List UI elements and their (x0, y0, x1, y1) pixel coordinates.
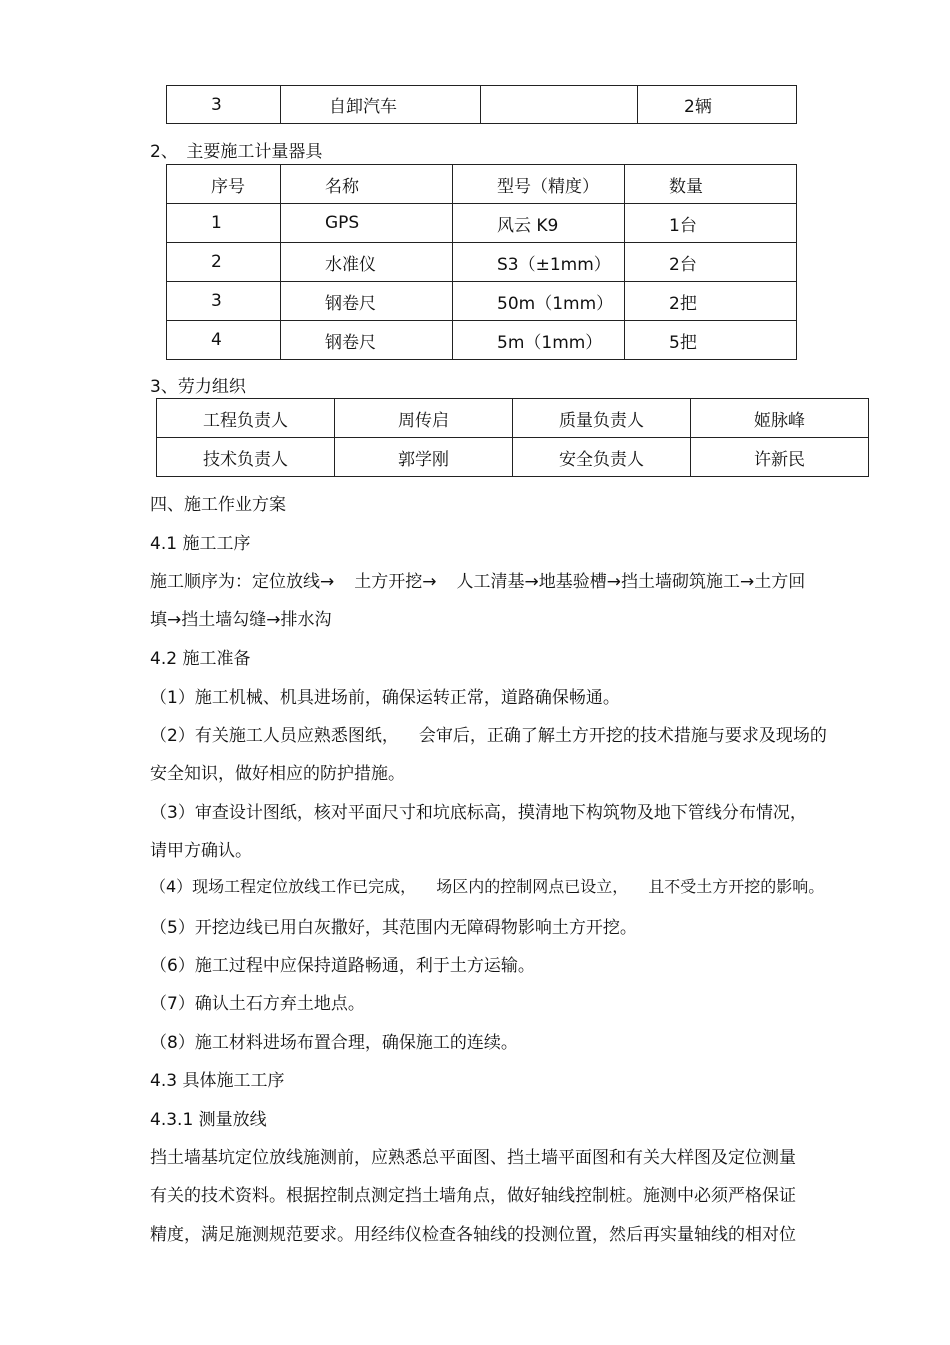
table-cell: 许新民 (691, 438, 869, 477)
paragraph-line (150, 567, 805, 592)
paragraph-line: 有关的技术资料。根据控制点测定挡土墙角点，做好轴线控制桩。施测中必须严格保证 (150, 1186, 796, 1206)
section-4-3-title: 4.3 具体施工工序 (150, 1071, 285, 1091)
paragraph-line: （3）审查设计图纸，核对平面尺寸和坑底标高，摸清地下构筑物及地下管线分布情况， (150, 803, 807, 823)
header-cell: 序号 (167, 165, 281, 204)
paragraph-line: （5）开挖边线已用白灰撒好，其范围内无障碍物影响土方开挖。 (150, 918, 637, 938)
table-cell: 周传启 (335, 399, 513, 438)
section-2-title: 2、 主要施工计量器具 (150, 142, 323, 162)
text-span: 施工顺序为：定位放线→ (150, 572, 335, 592)
table-cell: 安全负责人 (513, 438, 691, 477)
section-3-title: 3、劳力组织 (150, 377, 246, 397)
section-4-3-1-title: 4.3.1 测量放线 (150, 1110, 267, 1130)
paragraph-line: （8）施工材料进场布置合理，确保施工的连续。 (150, 1033, 518, 1053)
text-span: （4）现场工程定位放线工作已完成， (150, 877, 417, 896)
table-cell: 钢卷尺 (281, 282, 453, 321)
table-cell: 5m（1mm） (453, 321, 625, 360)
table-cell: 钢卷尺 (281, 321, 453, 360)
paragraph-line: （6）施工过程中应保持道路畅通，利于土方运输。 (150, 956, 535, 976)
paragraph-line: 请甲方确认。 (150, 841, 252, 861)
text-span: 场区内的控制网点已设立， (436, 877, 629, 896)
paragraph-line (150, 721, 827, 746)
table-row (167, 86, 797, 124)
table-cell: 5把 (625, 321, 797, 360)
table-cell: 2辆 (638, 86, 797, 124)
paragraph-line: 精度，满足施测规范要求。用经纬仪检查各轴线的投测位置，然后再实量轴线的相对位 (150, 1225, 796, 1245)
table-cell: 姬脉峰 (691, 399, 869, 438)
header-cell: 名称 (281, 165, 453, 204)
table-cell: 2把 (625, 282, 797, 321)
table-cell: 1 (167, 204, 281, 243)
paragraph-line: 填→挡土墙勾缝→排水沟 (150, 610, 332, 630)
table-cell: 2 (167, 243, 281, 282)
section-4-title: 四、施工作业方案 (150, 495, 286, 515)
table-row (167, 282, 797, 321)
table-cell: 1台 (625, 204, 797, 243)
table-cell: 工程负责人 (157, 399, 335, 438)
table-cell: 4 (167, 321, 281, 360)
table-cell: 3 (167, 282, 281, 321)
section-4-1-title: 4.1 施工工序 (150, 534, 251, 554)
paragraph-line: （1）施工机械、机具进场前，确保运转正常，道路确保畅通。 (150, 688, 620, 708)
table-cell: 2台 (625, 243, 797, 282)
paragraph-line: 安全知识，做好相应的防护措施。 (150, 764, 405, 784)
table-cell: 自卸汽车 (281, 86, 481, 124)
header-cell: 数量 (625, 165, 797, 204)
paragraph-line: 挡土墙基坑定位放线施测前，应熟悉总平面图、挡土墙平面图和有关大样图及定位测量 (150, 1148, 796, 1168)
table-cell: 质量负责人 (513, 399, 691, 438)
section-4-2-title: 4.2 施工准备 (150, 649, 251, 669)
table-row (157, 438, 869, 477)
text-span: 且不受土方开挖的影响。 (648, 877, 825, 896)
labor-table (156, 398, 869, 477)
table-row (157, 399, 869, 438)
table-cell: GPS (281, 204, 453, 243)
table-cell: S3（±1mm） (453, 243, 625, 282)
text-span: 土方开挖→ (354, 572, 437, 592)
table-row (167, 204, 797, 243)
table-cell: 风云 K9 (453, 204, 625, 243)
paragraph-line (150, 874, 824, 897)
table-row (167, 321, 797, 360)
header-cell: 型号（精度） (453, 165, 625, 204)
table-cell (481, 86, 638, 124)
instrument-table (166, 164, 797, 360)
table-header-row (167, 165, 797, 204)
table-cell: 郭学刚 (335, 438, 513, 477)
paragraph-line: （7）确认土石方弃土地点。 (150, 994, 365, 1014)
table-cell: 技术负责人 (157, 438, 335, 477)
text-span: 人工清基→地基验槽→挡土墙砌筑施工→土方回 (456, 572, 806, 592)
text-span: （2）有关施工人员应熟悉图纸， (150, 726, 399, 746)
table-cell: 水准仪 (281, 243, 453, 282)
vehicle-table (166, 85, 797, 124)
table-row (167, 243, 797, 282)
table-cell: 50m（1mm） (453, 282, 625, 321)
table-cell: 3 (167, 86, 281, 124)
text-span: 会审后，正确了解土方开挖的技术措施与要求及现场的 (418, 726, 827, 746)
